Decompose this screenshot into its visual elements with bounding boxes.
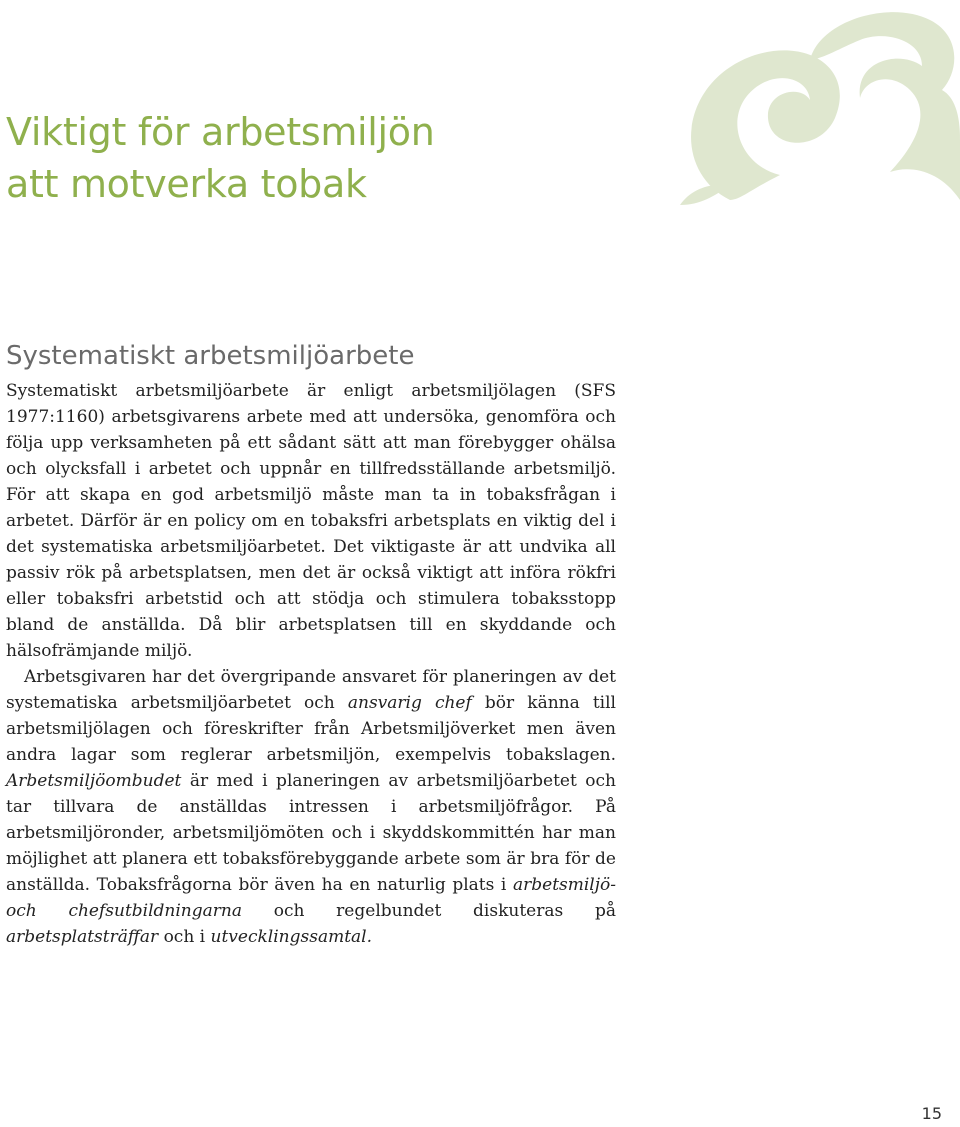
paragraph-2-text-a: Arbetsgivaren har det övergripande ansvaret för planeringen av det systematiska arbetsmiljöarbetet och xyxy=(6,667,616,713)
decorative-flourish-icon xyxy=(660,0,960,210)
page-title-line-1: Viktigt för arbetsmiljön xyxy=(6,110,435,154)
body-text xyxy=(6,378,616,950)
paragraph-2-emphasis-responsible-manager: ansvarig chef xyxy=(347,693,472,713)
paragraph-2-text-e: och i xyxy=(158,927,211,947)
section-heading: Systematiskt arbetsmiljöarbete xyxy=(6,341,415,371)
paragraph-1: Systematiskt arbetsmiljöarbete är enligt arbetsmiljölagen (SFS 1977:1160) arbetsgivarens arbete med att undersöka, genomföra och följa upp verksamheten på ett sådant sätt att man förebygger ohälsa och olycksfall i arbetet och uppnår en tillfredsställande arbetsmiljö. För att skapa en god arbetsmiljö måste man ta in tobaksfrågan i arbetet. Därför är en policy om en tobaksfri arbetsplats en viktig del i det systematiska arbetsmiljöarbetet. Det viktigaste är att undvika all passiv rök på arbetsplatsen, men det är också viktigt att införa rökfri eller tobaksfri arbetstid och att stödja och stimulera tobaksstopp bland de anställda. Då blir arbetsplatsen till en skyddande och hälsofrämjande miljö. xyxy=(6,381,616,661)
paragraph-2-emphasis-development-talks: utvecklingssamtal. xyxy=(210,927,373,947)
paragraph-2-text-b: bör känna till arbetsmiljölagen och föreskrifter från Arbetsmiljöverket men även andra lagar som reglerar arbetsmiljön, exempelvis tobakslagen. xyxy=(6,693,616,765)
page-number: 15 xyxy=(921,1104,942,1123)
paragraph-2-emphasis-workplace-meetings: arbetsplatsträffar xyxy=(6,927,159,947)
paragraph-2-emphasis-trainings: arbetsmiljö- och chefsutbildningarna xyxy=(6,875,616,921)
paragraph-2-emphasis-safety-representative: Arbetsmiljöombudet xyxy=(6,771,182,791)
paragraph-2 xyxy=(6,664,616,950)
paragraph-2-text-d: och regelbundet diskuteras på xyxy=(241,901,616,921)
paragraph-2-text-c: är med i planeringen av arbetsmiljöarbetet och tar tillvara de anställdas intressen i arbetsmiljöfrågor. På arbetsmiljöronder, arbetsmiljömöten och i skyddskommittén har man möjlighet att planera ett tobaksförebyggande arbete som är bra för de anställda. Tobaksfrågorna bör även ha en naturlig plats i xyxy=(6,771,616,895)
page-title xyxy=(6,106,435,210)
page-title-line-2: att motverka tobak xyxy=(6,162,367,206)
